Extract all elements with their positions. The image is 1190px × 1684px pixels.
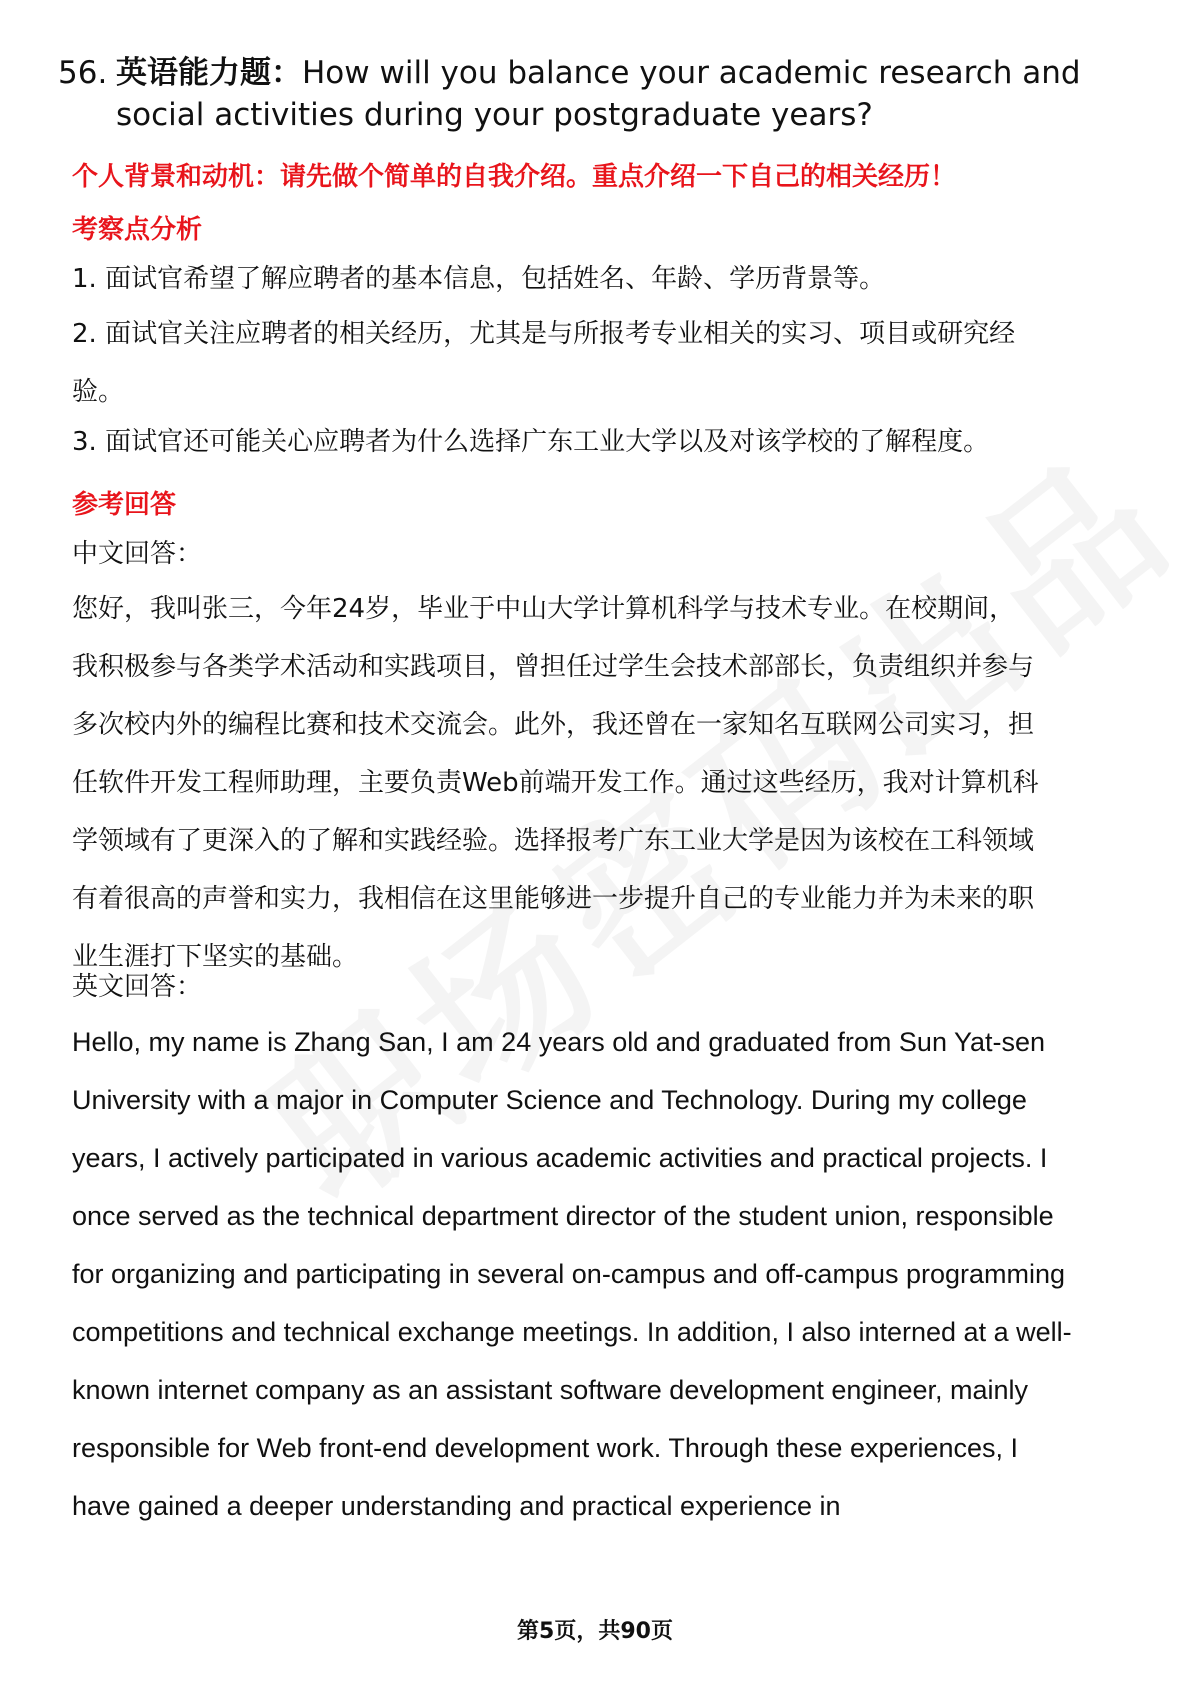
question-label: 英语能力题：	[116, 55, 302, 91]
analysis-point: 2. 面试官关注应聘者的相关经历，尤其是与所报考专业相关的实习、项目或研究经验。	[72, 319, 1016, 407]
english-answer: Hello, my name is Zhang San, I am 24 years old and graduated from Sun Yat-sen University with a major in Computer Science and Technology. During my college years, I actively participated in various academic activities and practical projects. I once served as the technical department director of the student union, responsible for organizing and participating in several on-campus and off-campus programming competitions and technical exchange meetings. In addition, I also interned at a well-known internet company as an assistant software development engineer, mainly responsible for Web front-end development work. Through these experiences, I have gained a deeper understanding and practical experience in	[72, 1027, 1072, 1521]
question-text-line1: How will you balance your academic research and	[302, 55, 1081, 91]
background-heading: 个人背景和动机：请先做个简单的自我介绍。重点介绍一下自己的相关经历！	[72, 162, 957, 192]
page-footer: 第5页，共90页	[517, 1619, 673, 1644]
question-number: 56.	[58, 55, 108, 91]
analysis-heading: 考察点分析	[72, 215, 203, 245]
analysis-point: 3. 面试官还可能关心应聘者为什么选择广东工业大学以及对该学校的了解程度。	[72, 427, 990, 457]
reference-heading: 参考回答	[72, 490, 177, 520]
english-answer-label: 英文回答：	[72, 972, 203, 1002]
chinese-answer-label: 中文回答：	[72, 539, 203, 569]
chinese-answer: 您好，我叫张三，今年24岁，毕业于中山大学计算机科学与技术专业。在校期间，我积极参与各类学术活动和实践项目，曾担任过学生会技术部部长，负责组织并参与多次校内外的编程比赛和技术交流会。此外，我还曾在一家知名互联网公司实习，担任软件开发工程师助理，主要负责Web前端开发工作。通过这些经历，我对计算机科学领域有了更深入的了解和实践经验。选择报考广东工业大学是因为该校在工科领域有着很高的声誉和实力，我相信在这里能够进一步提升自己的专业能力并为未来的职业生涯打下坚实的基础。	[72, 594, 1039, 972]
question-text-line2: social activities during your postgraduate years?	[116, 97, 873, 133]
question-title	[58, 52, 1138, 136]
analysis-point: 1. 面试官希望了解应聘者的基本信息，包括姓名、年龄、学历背景等。	[72, 264, 886, 294]
